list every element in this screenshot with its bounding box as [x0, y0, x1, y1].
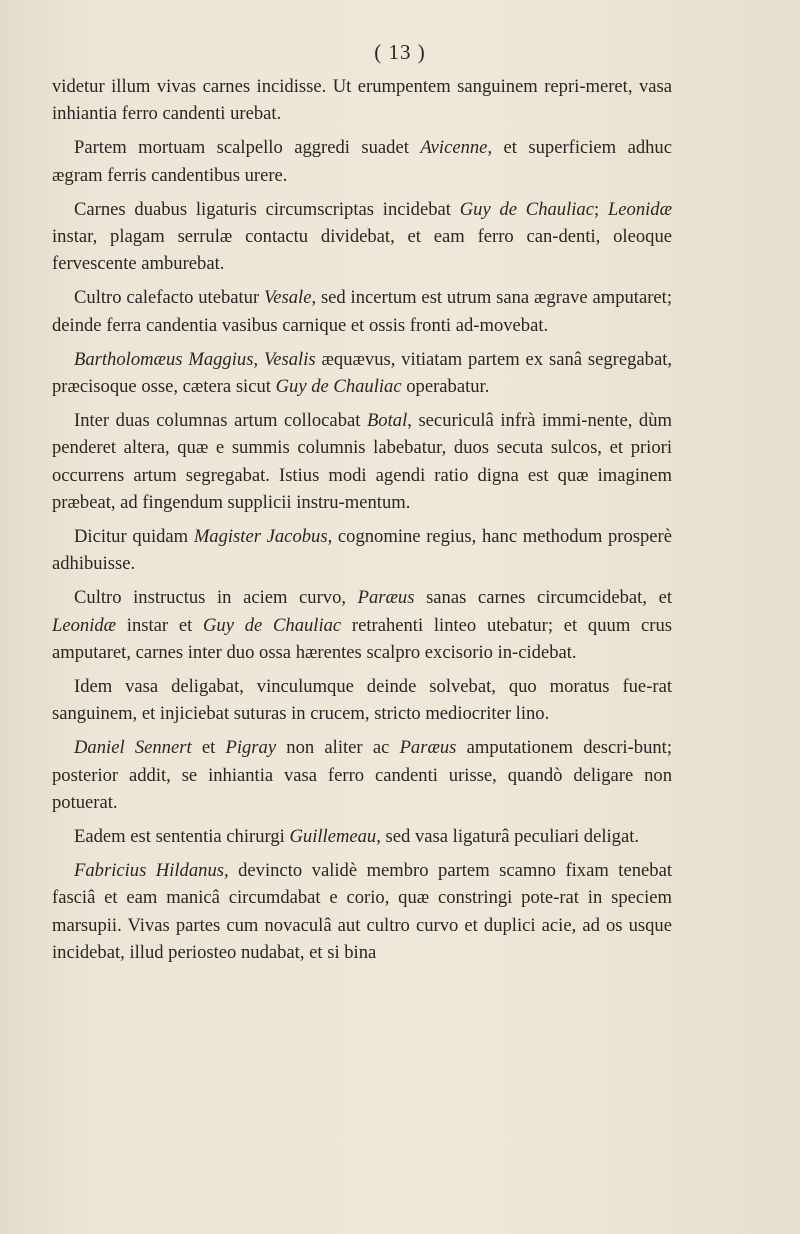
text-run: Partem mortuam scalpello aggredi suadet: [74, 137, 421, 159]
italic-name: Leonidæ: [52, 614, 117, 636]
paragraph: [52, 407, 672, 516]
text-run: operabatur.: [401, 376, 490, 398]
italic-name: Leonidæ: [607, 198, 672, 220]
italic-name: Bartholomæus Maggius: [74, 348, 254, 370]
italic-name: Avicenne: [420, 137, 488, 159]
paragraph: [52, 523, 672, 577]
paragraph: [52, 857, 672, 966]
paragraph: [52, 134, 672, 188]
italic-name: Guy de Chauliac: [459, 198, 594, 220]
text-run: amputationem descri-bunt; posterior addit, se inhiantia vasa ferro candenti urisse, quandò deligare non potuerat.: [52, 737, 673, 813]
text-run: Cultro calefacto utebatur: [74, 287, 264, 309]
text-run: non aliter ac: [276, 737, 400, 759]
italic-name: Paræus: [399, 737, 457, 759]
italic-name: Guy de Chauliac: [203, 614, 342, 636]
paragraph: [52, 584, 672, 666]
paragraph: [52, 734, 672, 816]
italic-name: Guy de Chauliac: [275, 376, 402, 398]
text-run: instar et: [116, 614, 203, 636]
text-run: sanas carnes circumcidebat, et: [414, 587, 672, 609]
text-run: Carnes duabus ligaturis circumscriptas incidebat: [74, 198, 460, 220]
italic-name: Magister Jacobus: [193, 526, 328, 548]
italic-name: Botal: [366, 410, 408, 432]
paragraph: [52, 823, 672, 850]
text-run: et: [191, 737, 226, 759]
text-run: retrahenti linteo utebatur; et quum crus amputaret, carnes inter duo ossa hærentes scalpro excisorio in-cidebat.: [52, 614, 672, 663]
text-run: instar, plagam serrulæ contactu dividebat, et eam ferro can-denti, oleoque fervescente amburebat.: [52, 226, 672, 275]
text-run: , et superficiem adhuc ægram ferris candentibus urere.: [52, 137, 672, 186]
page-number: ( 13 ): [374, 40, 426, 64]
text-run: , sed incertum est utrum sana ægrave amputaret; deinde ferra candentia vasibus carnique et ossis fronti ad-movebat.: [52, 287, 672, 336]
text-run: Eadem est sententia chirurgi: [74, 826, 290, 848]
text-run: , devincto validè membro partem scamno fixam tenebat fasciâ et eam manicâ circumdabat e corio, quæ constringi pote-rat in speciem marsupii. Vivas partes cum novaculâ aut cultro curvo et duplici acie, ad os usque incidebat, illud periosteo nudabat, et si bina: [52, 860, 672, 963]
italic-name: Vesale: [263, 287, 312, 309]
text-run: Inter duas columnas artum collocabat: [74, 410, 367, 432]
text-run: , sed vasa ligaturâ peculiari deligat.: [376, 826, 640, 848]
text-run: Idem vasa deligabat, vinculumque deinde solvebat, quo moratus fue-rat sanguinem, et injiciebat suturas in crucem, stricto mediocriter lino.: [52, 676, 672, 725]
text-run: ,: [253, 348, 264, 370]
text-run: , securiculâ infrà immi-nente, dùm penderet altera, quæ e summis columnis labebatur, duos secuta sulcos, et priori occurrens artum segregabat. Istius modi agendi ratio digna est quæ imaginem præbeat, ad fingendum supplicii instru-mentum.: [52, 410, 672, 513]
paragraph: [52, 73, 672, 127]
body-text: [52, 73, 672, 966]
italic-name: Pigray: [225, 737, 277, 759]
text-run: æquævus, vitiatam partem ex sanâ segregabat, præcisoque osse, cætera sicut: [52, 348, 673, 398]
text-run: ;: [593, 198, 608, 220]
paragraph: [52, 284, 672, 338]
italic-name: Paræus: [357, 587, 415, 609]
italic-name: Daniel Sennert: [74, 737, 192, 759]
text-run: videtur illum vivas carnes incidisse. Ut erumpentem sanguinem repri-meret, vasa inhiantia ferro candenti urebat.: [52, 76, 672, 125]
paragraph: [52, 673, 672, 727]
italic-name: Vesalis: [263, 348, 316, 370]
paragraph: [52, 346, 672, 400]
italic-name: Guillemeau: [289, 826, 377, 848]
text-run: Dicitur quidam: [74, 526, 194, 548]
text-run: Cultro instructus in aciem curvo,: [74, 587, 358, 609]
italic-name: Fabricius Hildanus: [74, 860, 224, 882]
text-run: , cognomine regius, hanc methodum prosperè adhibuisse.: [52, 526, 672, 575]
paragraph: [52, 196, 672, 278]
